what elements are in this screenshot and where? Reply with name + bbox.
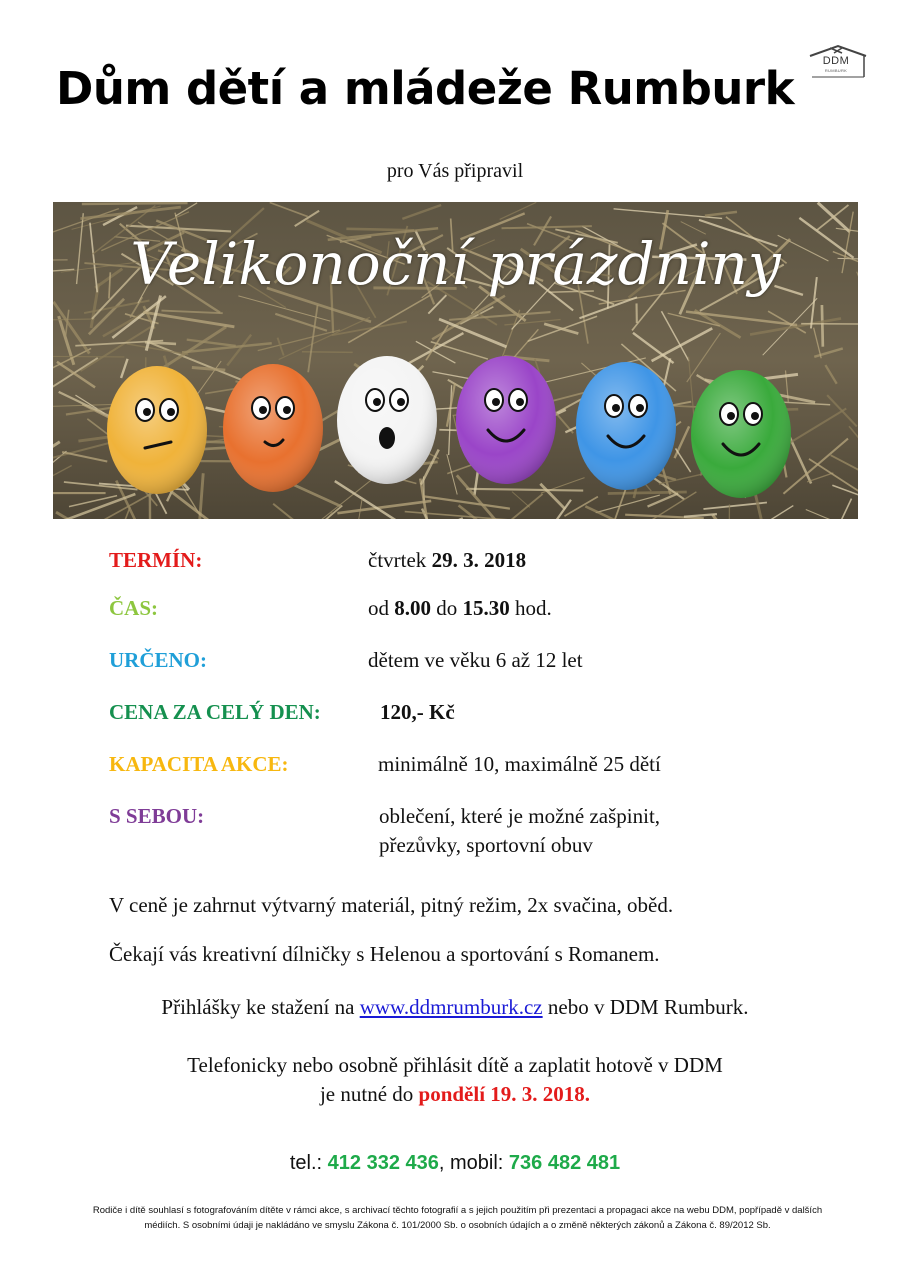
straw-strand <box>302 352 353 353</box>
easter-eggs-banner <box>53 202 858 519</box>
cena-value: 120,- Kč <box>380 700 455 724</box>
phone-number: 412 332 436 <box>327 1152 439 1174</box>
price-includes: V ceně je zahrnut výtvarný materiál, pitný režim, 2x svačina, oběd. <box>109 893 674 917</box>
website-link[interactable]: www.ddmrumburk.cz <box>359 995 543 1019</box>
urceno-label: URČENO: <box>109 648 207 672</box>
termin-label: TERMÍN: <box>109 548 203 572</box>
logo-text: DDM <box>822 55 850 67</box>
sebou-line2: přezůvky, sportovní obuv <box>379 833 593 857</box>
sebou-label: S SEBOU: <box>109 804 205 828</box>
mobile-number: 736 482 481 <box>508 1152 621 1174</box>
straw-strand <box>822 305 823 347</box>
easter-egg <box>691 370 791 498</box>
urceno-value: dětem ve věku 6 až 12 let <box>368 648 583 672</box>
easter-egg <box>456 356 556 484</box>
download-info: Přihlášky ke stažení na www.ddmrumburk.cz nebo v DDM Rumburk. <box>161 995 749 1019</box>
contact-line: tel.: 412 332 436, mobil: 736 482 481 <box>289 1152 621 1174</box>
page-title: Dům dětí a mládeže Rumburk <box>56 62 795 115</box>
sebou-line1: oblečení, které je možné zašpinit, <box>379 804 661 828</box>
banner-title: Velikonoční prázdniny <box>130 230 781 298</box>
termin-value: čtvrtek 29. 3. 2018 <box>368 548 527 572</box>
register-deadline: pondělí 19. 3. 2018. <box>418 1082 591 1106</box>
workshops-info: Čekají vás kreativní dílničky s Helenou a sportování s Romanem. <box>109 942 660 966</box>
register-line2: je nutné do pondělí 19. 3. 2018. <box>319 1082 591 1106</box>
cas-value: od 8.00 do 15.30 hod. <box>368 596 552 620</box>
kapacita-label: KAPACITA AKCE: <box>109 752 289 776</box>
easter-egg <box>337 356 437 484</box>
kapacita-value: minimálně 10, maximálně 25 dětí <box>378 752 661 776</box>
straw-strand <box>82 203 188 204</box>
easter-egg <box>576 362 676 490</box>
cas-label: ČAS: <box>109 596 159 620</box>
subtitle: pro Vás připravil <box>386 160 524 182</box>
register-line1: Telefonicky nebo osobně přihlásit dítě a zaplatit hotově v DDM <box>187 1053 723 1077</box>
cena-label: CENA ZA CELÝ DEN: <box>109 700 321 724</box>
consent-footer: Rodiče i dítě souhlasí s fotografováním dítěte v rámci akce, s archivací těchto fotografií a s jejich použitím při prezentaci a propagaci akce na webu DDM, popřípadě v dalších médiích. S osobními údaji je nakládáno ve smyslu Zákona č. 101/2000 Sb. o osobních údajích a o změně některých zákonů a Zákona č. 89/2012 Sb. <box>92 1205 823 1231</box>
straw-strand <box>801 324 858 325</box>
easter-egg <box>107 366 207 494</box>
easter-egg <box>223 364 323 492</box>
logo-subtext: RUMBURK <box>824 68 848 73</box>
